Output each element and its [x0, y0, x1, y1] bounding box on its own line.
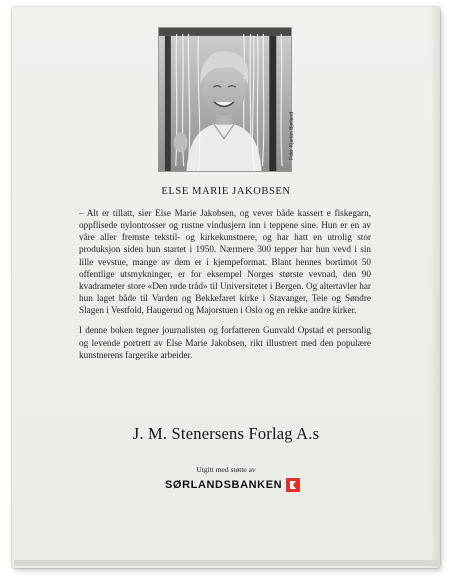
- blurb-paragraph-1: – Alt er tillatt, sier Else Marie Jakobsen, og vever både kassert e fiskegarn, oppflisede nylontrosser og rustne vindusjern inn i teppene sine. Hun er en av våre aller fremste tekstil- og kirkekunstnere, og har hatt en utrolig stor produksjon siden hun startet i 1950. Nærmere 300 tepper har hun vevd i sin lille vevstue, mange av dem er i kjempeformat. Blant hennes bortimot 50 offentlige utsmykninger, er for eksempel Norges største vevnad, den 90 kvadrameter store «Den røde tråd» til Universitetet i Bergen. Og altertavler har hun laget både til Varden og Bekkefaret kirke i Stavanger, Teie og Søndre Slagen i Vestfold, Haugerud og Majorstuen i Oslo og en rekke andre kirker.: [79, 208, 371, 316]
- author-photo: [158, 27, 295, 172]
- bank-flag-icon: [286, 478, 300, 492]
- sponsor-name: SØRLANDSBANKEN: [165, 479, 283, 491]
- blurb-text: [79, 207, 371, 369]
- publisher-name: J. M. Stenersens Forlag A.s: [132, 424, 320, 443]
- photo-credit: Foto: Kjartan Bjelland: [289, 112, 295, 160]
- sponsor-line: Utgitt med støtte av: [196, 465, 256, 474]
- sponsor-logo: [165, 477, 295, 493]
- author-name-heading: ELSE MARIE JAKOBSEN: [161, 186, 291, 197]
- cover-bottom-edge: [14, 560, 438, 566]
- blurb-paragraph-2: I denne boken tegner journalisten og forfatteren Gunvald Opstad et personlig og levende portrett av Else Marie Jakobsen, rikt illustrert med den populære kunstnerens fargerike arbeider.: [79, 325, 371, 360]
- author-photo-image: [159, 28, 291, 171]
